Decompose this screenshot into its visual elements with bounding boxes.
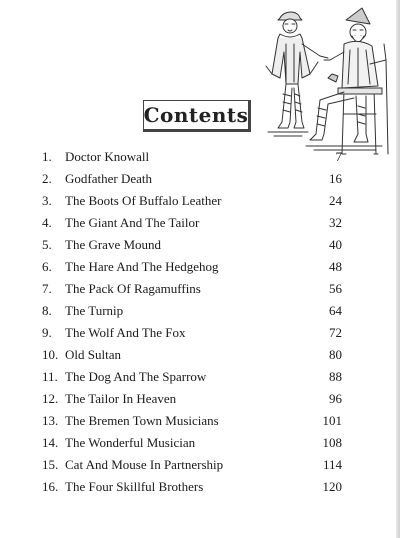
toc-entry-page: 56 (329, 281, 342, 296)
toc-entry (42, 256, 342, 278)
toc-entry-number: 1. (42, 149, 52, 164)
toc-entry (42, 212, 342, 234)
toc-entry (42, 168, 342, 190)
toc-entry-number: 3. (42, 193, 52, 208)
toc-entry-title: The Four Skillful Brothers (65, 479, 204, 494)
toc-entry-page: 16 (329, 171, 342, 186)
toc-entry-page: 80 (329, 347, 342, 362)
toc-entry-number: 2. (42, 171, 52, 186)
toc-entry (42, 234, 342, 256)
toc-entry (42, 190, 342, 212)
toc-entry-page: 24 (329, 193, 342, 208)
toc-entry-number: 9. (42, 325, 52, 340)
toc-entry-title: The Bremen Town Musicians (65, 413, 219, 428)
toc-entry-page: 108 (322, 435, 342, 450)
toc-entry (42, 278, 342, 300)
toc-entry-page: 32 (329, 215, 342, 230)
toc-entry (42, 432, 342, 454)
toc-entry-number: 16. (42, 479, 59, 494)
toc-entry-title: The Wolf And The Fox (65, 325, 186, 340)
toc-entry-page: 7 (335, 149, 342, 164)
toc-entry-number: 15. (42, 457, 59, 472)
toc-entry (42, 344, 342, 366)
toc-entry-title: The Tailor In Heaven (65, 391, 177, 406)
toc-entry-title: The Boots Of Buffalo Leather (65, 193, 222, 208)
two-figures-illustration-icon (258, 4, 394, 156)
toc-entry-number: 6. (42, 259, 52, 274)
toc-entry-title: Old Sultan (65, 347, 121, 362)
toc-entry-page: 48 (329, 259, 342, 274)
toc-entry-title: The Giant And The Tailor (65, 215, 200, 230)
toc-entry (42, 388, 342, 410)
toc-entry-title: The Turnip (65, 303, 124, 318)
toc-entry-number: 5. (42, 237, 52, 252)
toc-entry-number: 8. (42, 303, 52, 318)
toc-entry-page: 40 (329, 237, 342, 252)
page-edge-shadow (396, 0, 400, 538)
toc-entry-title: The Pack Of Ragamuffins (65, 281, 201, 296)
toc-entry (42, 410, 342, 432)
toc-entry-title: Cat And Mouse In Partnership (65, 457, 224, 472)
toc-entry (42, 366, 342, 388)
toc-entry-title: Godfather Death (65, 171, 152, 186)
toc-entry (42, 476, 342, 498)
toc-entry-page: 72 (329, 325, 342, 340)
toc-entry-title: The Grave Mound (65, 237, 162, 252)
toc-entry-number: 10. (42, 347, 59, 362)
toc-entry-number: 4. (42, 215, 52, 230)
toc-entry-page: 120 (322, 479, 342, 494)
toc-entry (42, 454, 342, 476)
toc-entry-title: Doctor Knowall (65, 149, 150, 164)
toc-entry-number: 12. (42, 391, 59, 406)
toc-entry-number: 14. (42, 435, 59, 450)
toc-entry-number: 11. (42, 369, 58, 384)
toc-entry-title: The Wonderful Musician (65, 435, 196, 450)
toc-entry (42, 300, 342, 322)
toc-entry-number: 13. (42, 413, 59, 428)
toc-entry-title: The Dog And The Sparrow (65, 369, 207, 384)
toc-entry-page: 64 (329, 303, 342, 318)
contents-title-box (143, 100, 251, 132)
page-title: Contents (143, 103, 249, 127)
toc-entry-page: 96 (329, 391, 342, 406)
table-of-contents (42, 146, 342, 498)
toc-entry-title: The Hare And The Hedgehog (65, 259, 219, 274)
toc-entry-number: 7. (42, 281, 52, 296)
toc-entry (42, 146, 342, 168)
toc-entry-page: 114 (322, 457, 342, 472)
toc-entry (42, 322, 342, 344)
toc-entry-page: 88 (329, 369, 342, 384)
toc-entry-page: 101 (322, 413, 342, 428)
